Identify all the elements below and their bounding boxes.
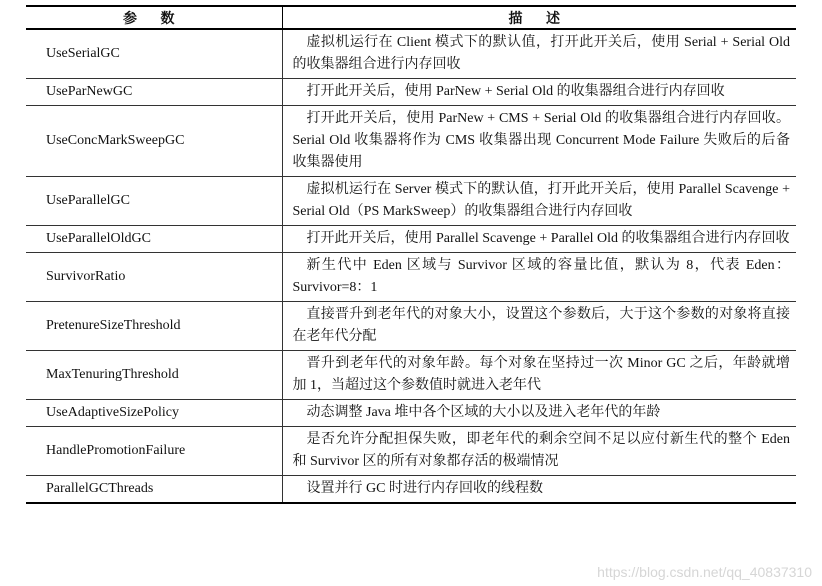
gc-parameters-table	[26, 5, 796, 504]
parameter-description: 打开此开关后，使用 ParNew + CMS + Serial Old 的收集器组合进行内存回收。Serial Old 收集器将作为 CMS 收集器出现 Concurrent Mode Failure 失败后的后备收集器使用	[282, 106, 796, 177]
parameter-name: UseConcMarkSweepGC	[46, 133, 185, 148]
table-row	[26, 351, 796, 400]
table-row	[26, 226, 796, 253]
parameter-description: 虚拟机运行在 Client 模式下的默认值，打开此开关后，使用 Serial + Serial Old 的收集器组合进行内存回收	[282, 29, 796, 79]
header-parameter: 参 数	[123, 11, 185, 27]
parameter-name: UseAdaptiveSizePolicy	[46, 405, 179, 420]
parameter-description: 直接晋升到老年代的对象大小，设置这个参数后，大于这个参数的对象将直接在老年代分配	[282, 302, 796, 351]
table-body	[26, 29, 796, 503]
gc-parameters-table-container	[26, 5, 796, 504]
table-row	[26, 476, 796, 504]
parameter-name: UseParNewGC	[46, 84, 133, 99]
parameter-description: 虚拟机运行在 Server 模式下的默认值，打开此开关后，使用 Parallel Scavenge + Serial Old（PS MarkSweep）的收集器组合进行内存回收	[282, 177, 796, 226]
parameter-name: PretenureSizeThreshold	[46, 318, 181, 333]
parameter-name: SurvivorRatio	[46, 269, 126, 284]
parameter-name: ParallelGCThreads	[46, 481, 154, 496]
table-row	[26, 253, 796, 302]
parameter-name: HandlePromotionFailure	[46, 443, 186, 458]
table-row	[26, 29, 796, 79]
parameter-name: UseSerialGC	[46, 46, 120, 61]
table-row	[26, 427, 796, 476]
parameter-description: 是否允许分配担保失败，即老年代的剩余空间不足以应付新生代的整个 Eden 和 Survivor 区的所有对象都存活的极端情况	[282, 427, 796, 476]
table-header	[26, 6, 796, 29]
header-row	[26, 6, 796, 29]
parameter-description: 动态调整 Java 堆中各个区域的大小以及进入老年代的年龄	[282, 400, 796, 427]
table-row	[26, 400, 796, 427]
parameter-description: 设置并行 GC 时进行内存回收的线程数	[282, 476, 796, 504]
parameter-description: 打开此开关后，使用 Parallel Scavenge + Parallel Old 的收集器组合进行内存回收	[282, 226, 796, 253]
table-row	[26, 106, 796, 177]
parameter-description: 晋升到老年代的对象年龄。每个对象在坚持过一次 Minor GC 之后，年龄就增加 1，当超过这个参数值时就进入老年代	[282, 351, 796, 400]
table-row	[26, 79, 796, 106]
parameter-name: UseParallelOldGC	[46, 231, 151, 246]
header-description: 描 述	[282, 6, 796, 29]
parameter-description: 打开此开关后，使用 ParNew + Serial Old 的收集器组合进行内存回收	[282, 79, 796, 106]
parameter-description: 新生代中 Eden 区域与 Survivor 区域的容量比值，默认为 8，代表 Eden：Survivor=8：1	[282, 253, 796, 302]
parameter-name: UseParallelGC	[46, 193, 130, 208]
source-watermark: https://blog.csdn.net/qq_40837310	[597, 564, 812, 580]
parameter-name: MaxTenuringThreshold	[46, 367, 179, 382]
table-row	[26, 177, 796, 226]
table-row	[26, 302, 796, 351]
